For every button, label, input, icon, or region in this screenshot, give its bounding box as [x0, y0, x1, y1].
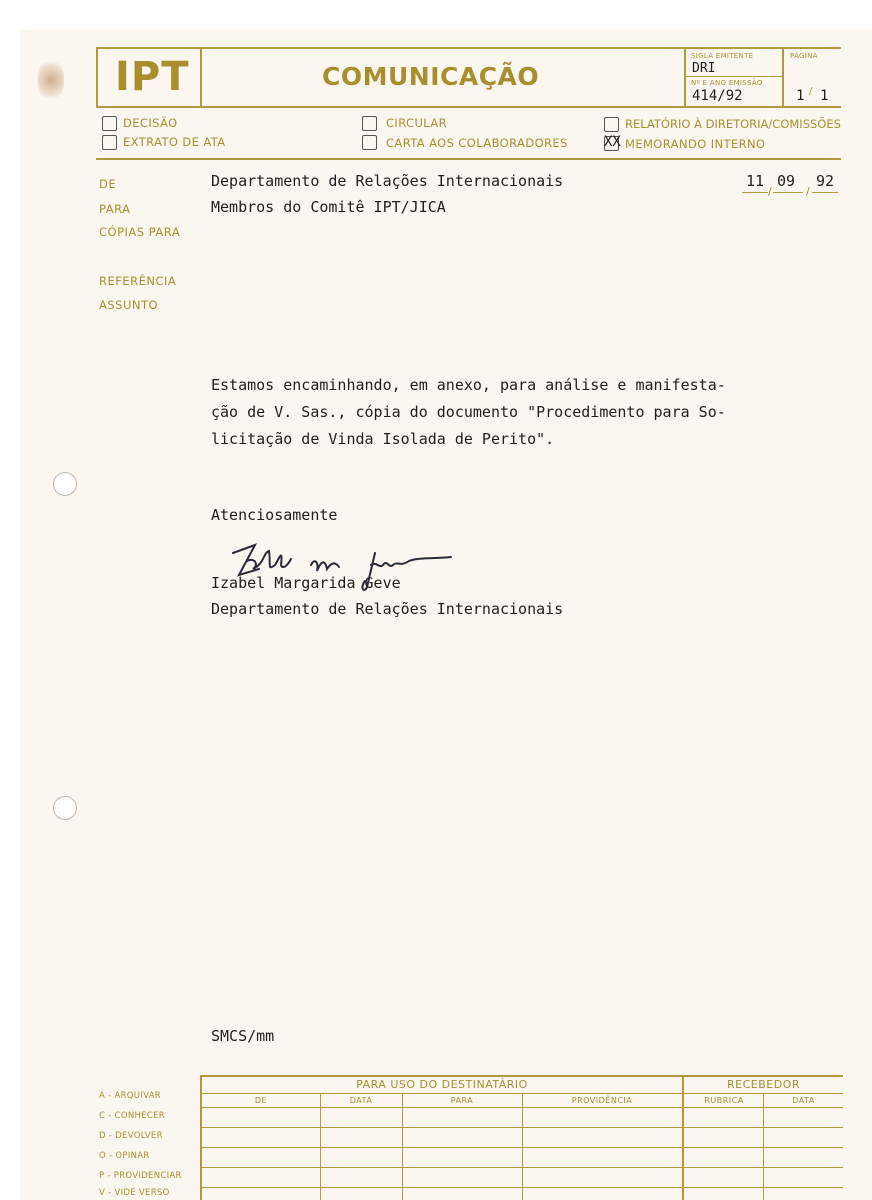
- label-carta-aos-colaboradores: CARTA AOS COLABORADORES: [386, 136, 568, 150]
- date-month: 09: [777, 172, 796, 190]
- code-vide-verso: V - VIDE VERSO: [99, 1188, 170, 1198]
- label-extrato-de-ata: EXTRATO DE ATA: [123, 135, 226, 149]
- rust-stain: [38, 58, 64, 102]
- date-year: 92: [816, 172, 835, 190]
- label-relatorio-diretoria: RELATÓRIO À DIRETORIA/COMISSÕES: [625, 117, 841, 131]
- col-data-recebedor: DATA: [792, 1096, 815, 1105]
- col-de: DE: [254, 1096, 268, 1105]
- label-copias-para: CÓPIAS PARA: [99, 225, 181, 239]
- header-bottom-rule: [96, 158, 841, 160]
- footer-row-rule: [200, 1147, 843, 1148]
- checkbox-relatorio-diretoria[interactable]: [604, 117, 619, 132]
- para-value: Membros do Comitê IPT/JICA: [211, 198, 446, 216]
- body-line-3: licitação de Vinda Isolada de Perito".: [211, 430, 555, 448]
- binder-hole-lower: [53, 796, 77, 820]
- checkbox-extrato-de-ata[interactable]: [102, 135, 117, 150]
- label-decisao: DECISÃO: [123, 116, 178, 130]
- binder-hole-upper: [53, 472, 77, 496]
- col-data: DATA: [349, 1096, 373, 1105]
- recebedor-title: RECEBEDOR: [727, 1078, 800, 1091]
- date-slash-1: /: [768, 185, 772, 198]
- code-conhecer: C - CONHECER: [99, 1111, 165, 1121]
- col-rubrica: RUBRICA: [704, 1096, 744, 1105]
- label-referencia: REFERÊNCIA: [99, 274, 177, 288]
- footer-row-rule: [200, 1187, 843, 1188]
- footer-top-rule: [200, 1075, 843, 1077]
- code-devolver: D - DEVOLVER: [99, 1131, 163, 1141]
- numero-value: 414/92: [692, 88, 743, 104]
- pagina-value: 1: [796, 88, 805, 104]
- de-value: Departamento de Relações Internacionais: [211, 172, 564, 190]
- footer-row-rule: [200, 1167, 843, 1168]
- checkbox-mark-xx: XX: [604, 134, 621, 150]
- pagina-divider: [782, 47, 784, 106]
- checkbox-decisao[interactable]: [102, 116, 117, 131]
- label-para: PARA: [99, 202, 131, 216]
- body-line-1: Estamos encaminhando, em anexo, para análise e manifesta-: [211, 376, 726, 394]
- code-providenciar: P - PROVIDENCIAR: [99, 1171, 182, 1181]
- col-providencia: PROVIDÊNCIA: [571, 1096, 633, 1105]
- sigla-value: DRI: [692, 61, 716, 76]
- date-underline-month: [773, 192, 803, 193]
- date-underline-day: [742, 192, 768, 193]
- pagina-label: PÁGINA: [790, 52, 818, 60]
- sigla-separator: [684, 76, 782, 77]
- signer-name: Izabel Margarida Geve: [211, 574, 401, 592]
- logo-divider: [200, 47, 202, 106]
- sigla-label: SIGLA EMITENTE: [691, 52, 754, 60]
- checkbox-circular[interactable]: [362, 116, 377, 131]
- code-opinar: O - OPINAR: [99, 1151, 150, 1161]
- col-para: PARA: [450, 1096, 474, 1105]
- destinatario-title: PARA USO DO DESTINATÁRIO: [356, 1078, 528, 1091]
- closing: Atenciosamente: [211, 506, 338, 524]
- ipt-logo: IPT: [115, 54, 190, 100]
- date-day: 11: [746, 172, 765, 190]
- label-assunto: ASSUNTO: [99, 298, 159, 312]
- document-sheet: [20, 30, 872, 1200]
- checkbox-carta-aos-colaboradores[interactable]: [362, 135, 377, 150]
- body-line-2: ção de V. Sas., cópia do documento "Procedimento para So-: [211, 403, 726, 421]
- date-slash-2: /: [806, 185, 810, 198]
- sender-initials: SMCS/mm: [211, 1027, 275, 1045]
- date-underline-year: [812, 192, 838, 193]
- pagina-slash: /: [809, 86, 813, 97]
- footer-row-rule: [200, 1127, 843, 1128]
- code-arquivar: A - ARQUIVAR: [99, 1091, 162, 1101]
- numero-label: Nº E ANO EMISSÃO: [691, 79, 763, 87]
- label-de: DE: [99, 177, 117, 191]
- form-title: COMUNICAÇÃO: [322, 62, 540, 91]
- signer-department: Departamento de Relações Internacionais: [211, 600, 564, 618]
- header-left-border: [96, 47, 98, 106]
- pagina-total: 1: [820, 88, 829, 104]
- label-memorando-interno: MEMORANDO INTERNO: [625, 137, 766, 151]
- label-circular: CIRCULAR: [386, 116, 448, 130]
